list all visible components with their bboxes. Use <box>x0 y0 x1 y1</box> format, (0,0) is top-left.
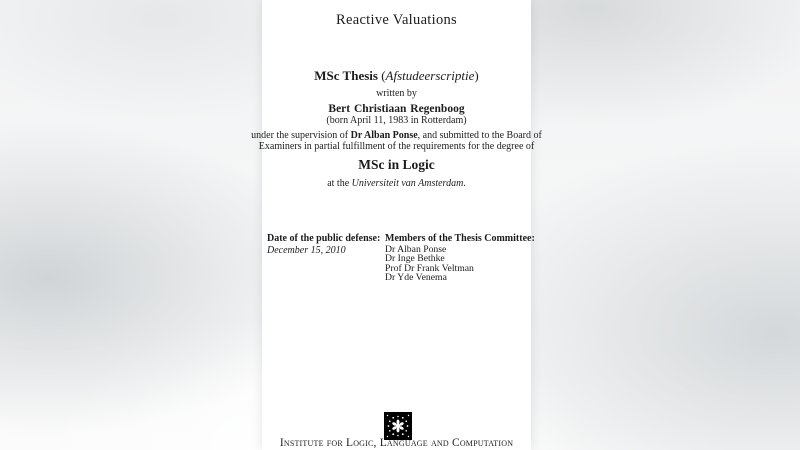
written-by-label: written by <box>376 88 417 99</box>
committee-member: Prof Dr Frank Veltman <box>385 262 474 274</box>
committee-member-list <box>385 245 474 283</box>
supervisor-name: Dr Alban Ponse <box>350 130 418 141</box>
institute-name: Institute for Logic, Language and Computation <box>279 437 514 449</box>
degree-name: MSc in Logic <box>358 157 435 172</box>
thesis-paren-close: ) <box>474 68 479 83</box>
committee-label: Members of the Thesis Committee: <box>385 233 535 244</box>
thesis-title-page <box>251 0 542 450</box>
author-name: Bert Christiaan Regenboog <box>328 103 465 115</box>
defense-date-value: December 15, 2010 <box>267 245 346 256</box>
thesis-type-label: MSc Thesis <box>314 68 378 83</box>
supervision-line-2: Examiners in partial fulfillment of the requirements for the degree of <box>258 140 535 152</box>
thesis-title: Reactive Valuations <box>336 12 457 28</box>
university-name: Universiteit van Amsterdam <box>351 178 464 189</box>
committee-member: Dr Yde Venema <box>385 272 447 284</box>
author-birth-line: (born April 11, 1983 in Rotterdam) <box>326 115 467 126</box>
thesis-subtitle: Afstudeerscriptie <box>385 68 475 83</box>
defense-date-label: Date of the public defense: <box>267 233 381 244</box>
university-pre: at the <box>327 178 352 189</box>
supervision-post: , and submitted to the Board of <box>417 130 542 141</box>
supervision-pre: under the supervision of <box>251 130 351 141</box>
thesis-paren-open: ( <box>377 68 386 83</box>
committee-member: Dr Inge Bethke <box>385 253 445 265</box>
illc-logo-icon <box>384 412 412 440</box>
university-suffix: . <box>463 178 466 189</box>
supervision-line-1 <box>226 130 567 141</box>
committee-member: Dr Alban Ponse <box>385 244 447 255</box>
university-line <box>262 178 531 189</box>
thesis-type-line <box>262 68 531 84</box>
